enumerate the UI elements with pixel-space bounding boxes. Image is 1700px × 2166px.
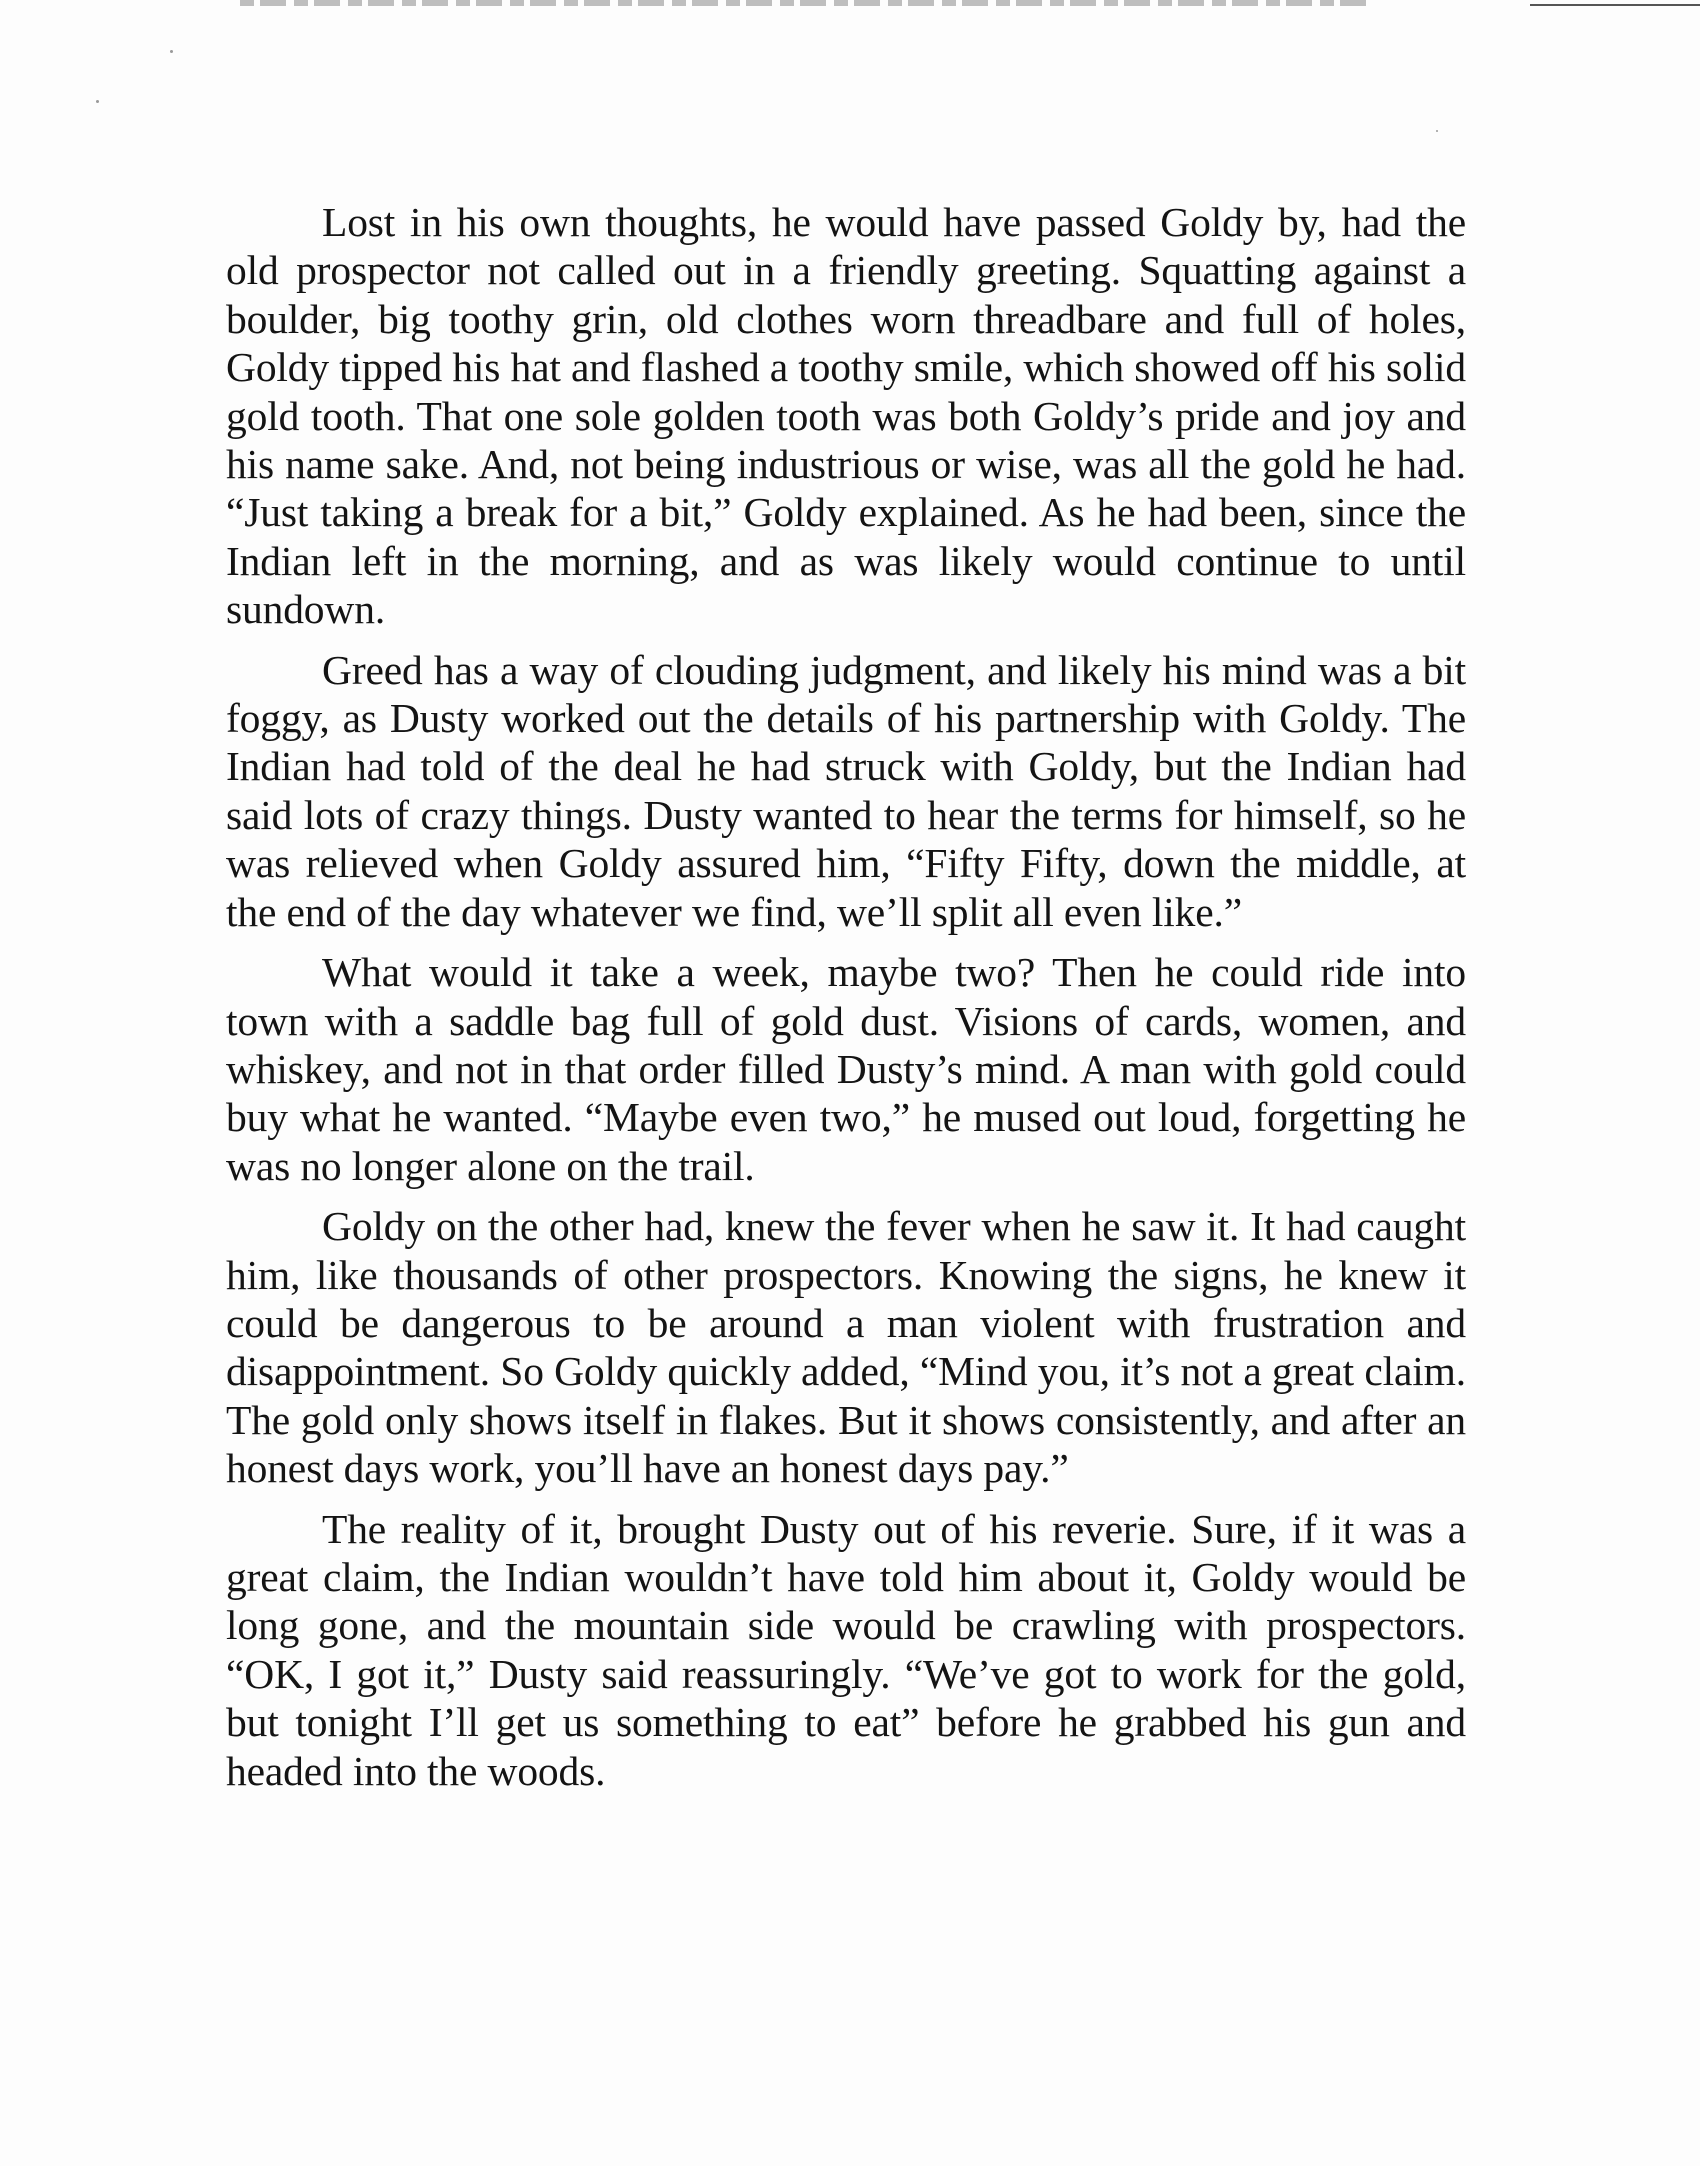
- scan-speck: [96, 100, 99, 103]
- paragraph-1: Lost in his own thoughts, he would have passed Goldy by, had the old prospector not called out in a friendly greeting. Squatting against a boulder, big toothy grin, old clothes worn threadbare and full of holes, Goldy tipped his hat and flashed a toothy smile, which showed off his solid gold tooth. That one sole golden tooth was both Goldy’s pride and joy and his name sake. And, not being industrious or wise, was all the gold he had. “Just taking a break for a bit,” Goldy explained. As he had been, since the Indian left in the morning, and as was likely would continue to until sundown.: [226, 199, 1466, 633]
- paragraph-5: The reality of it, brought Dusty out of his reverie. Sure, if it was a great claim, the Indian wouldn’t have told him about it, Goldy would be long gone, and the mountain side would be crawling with prospectors. “OK, I got it,” Dusty said reassuringly. “We’ve got to work for the gold, but tonight I’ll get us something to eat” before he grabbed his gun and headed into the woods.: [226, 1505, 1466, 1794]
- paragraph-4: Goldy on the other had, knew the fever when he saw it. It had caught him, like thousands of other prospectors. Knowing the signs, he knew it could be dangerous to be around a man violent with frustration and disappointment. So Goldy quickly added, “Mind you, it’s not a great claim. The gold only shows itself in flakes. But it shows consistently, and after an honest days work, you’ll have an honest days pay.”: [226, 1203, 1466, 1492]
- paragraph-3: What would it take a week, maybe two? Then he could ride into town with a saddle bag full of gold dust. Visions of cards, women, and whiskey, and not in that order filled Dusty’s mind. A man with gold could buy what he wanted. “Maybe even two,” he mused out loud, forgetting he was no longer alone on the trail.: [226, 949, 1466, 1189]
- cut-off-header: [240, 0, 1370, 6]
- scan-speck: [1436, 130, 1438, 132]
- header-rule: [1530, 4, 1700, 6]
- story-text: [226, 198, 1466, 1807]
- paragraph-2: Greed has a way of clouding judgment, and likely his mind was a bit foggy, as Dusty worked out the details of his partnership with Goldy. The Indian had told of the deal he had struck with Goldy, but the Indian had said lots of crazy things. Dusty wanted to hear the terms for himself, so he was relieved when Goldy assured him, “Fifty Fifty, down the middle, at the end of the day whatever we find, we’ll split all even like.”: [226, 646, 1466, 935]
- scan-speck: [170, 50, 173, 53]
